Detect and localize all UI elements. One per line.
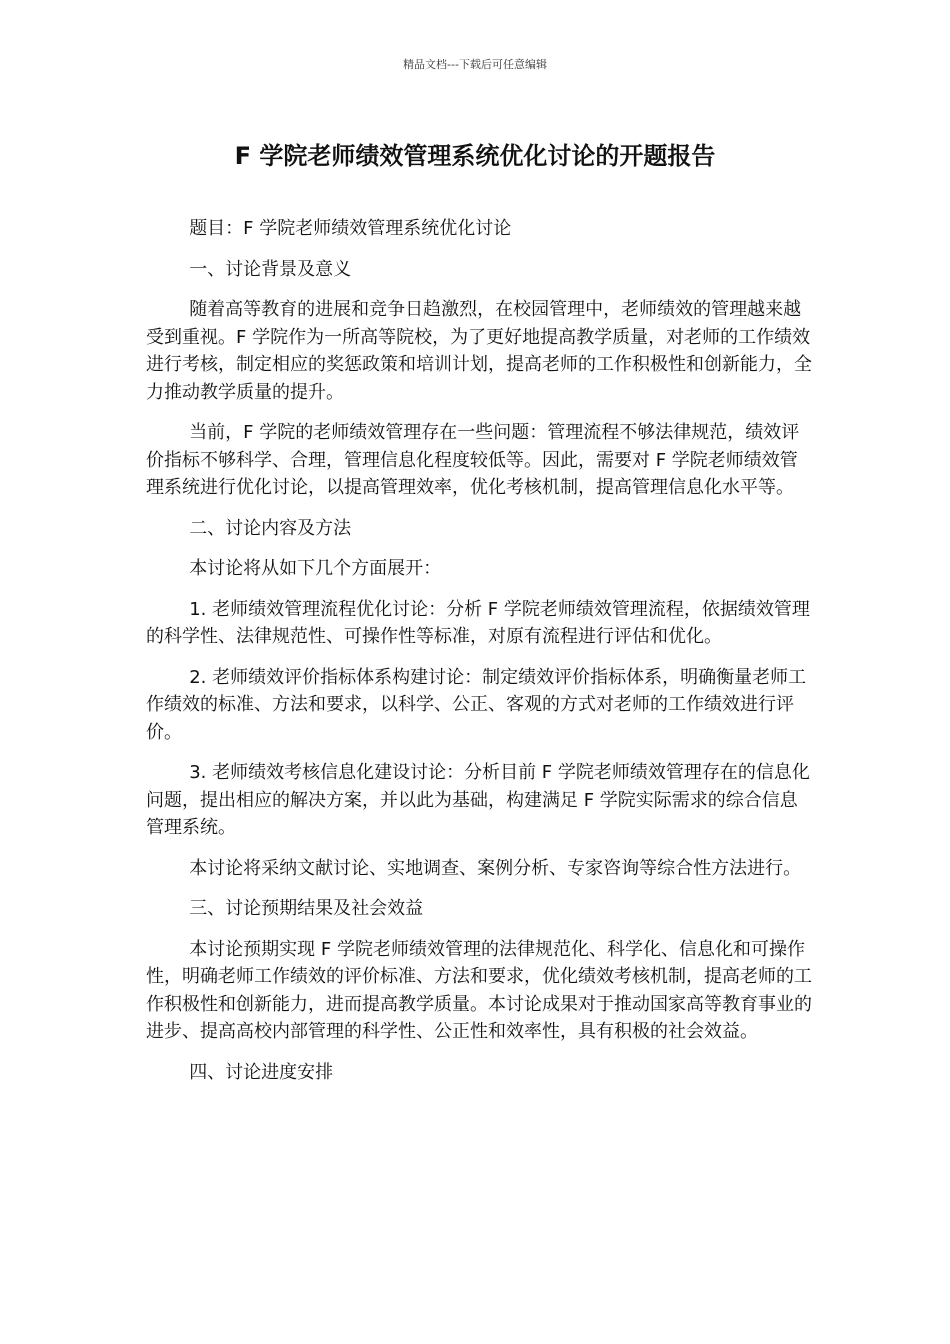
topic-line: 题目：F 学院老师绩效管理系统优化讨论	[189, 218, 512, 239]
section-3-paragraph: 本讨论预期实现 F 学院老师绩效管理的法律规范化、科学化、信息化和可操作性，明确老师工作绩效的评价标准、方法和要求，优化绩效考核机制，提高老师的工作积极性和创新能力，进而提高教学质量。本讨论成果对于推动国家高等教育事业的进步、提高高校内部管理的科学性、公正性和效率性，具有积极的社会效益。	[146, 938, 812, 1042]
section-1-paragraph-1: 随着高等教育的进展和竞争日趋激烈，在校园管理中，老师绩效的管理越来越受到重视。F 学院作为一所高等院校，为了更好地提高教学质量，对老师的工作绩效进行考核，制定相应的奖惩政策和培训计划，提高老师的工作积极性和创新能力，全力推动教学质量的提升。	[146, 299, 812, 403]
document-title: F 学院老师绩效管理系统优化讨论的开题报告	[234, 142, 716, 170]
section-2-item-3: 3. 老师绩效考核信息化建设讨论：分析目前 F 学院老师绩效管理存在的信息化问题，提出相应的解决方案，并以此为基础，构建满足 F 学院实际需求的综合信息管理系统。	[146, 762, 810, 838]
header-note: 精品文档---下载后可任意编辑	[403, 58, 547, 71]
section-2-intro: 本讨论将从如下几个方面展开：	[189, 558, 442, 579]
section-3-heading: 三、讨论预期结果及社会效益	[189, 898, 424, 919]
section-1-heading: 一、讨论背景及意义	[189, 258, 352, 280]
section-2-heading: 二、讨论内容及方法	[189, 517, 352, 539]
document-body	[146, 215, 814, 1099]
section-4-heading: 四、讨论进度安排	[189, 1061, 334, 1083]
section-1-paragraph-2: 当前，F 学院的老师绩效管理存在一些问题：管理流程不够法律规范，绩效评价指标不够科学、合理，管理信息化程度较低等。因此，需要对 F 学院老师绩效管理系统进行优化讨论，以提高管理效率，优化考核机制，提高管理信息化水平等。	[146, 422, 800, 498]
section-2-item-2: 2. 老师绩效评价指标体系构建讨论：制定绩效评价指标体系，明确衡量老师工作绩效的标准、方法和要求，以科学、公正、客观的方式对老师的工作绩效进行评价。	[146, 666, 807, 743]
section-2-methods: 本讨论将采纳文献讨论、实地调查、案例分析、专家咨询等综合性方法进行。	[189, 857, 802, 879]
section-2-item-1: 1. 老师绩效管理流程优化讨论：分析 F 学院老师绩效管理流程，依据绩效管理的科学性、法律规范性、可操作性等标准，对原有流程进行评估和优化。	[146, 598, 810, 647]
